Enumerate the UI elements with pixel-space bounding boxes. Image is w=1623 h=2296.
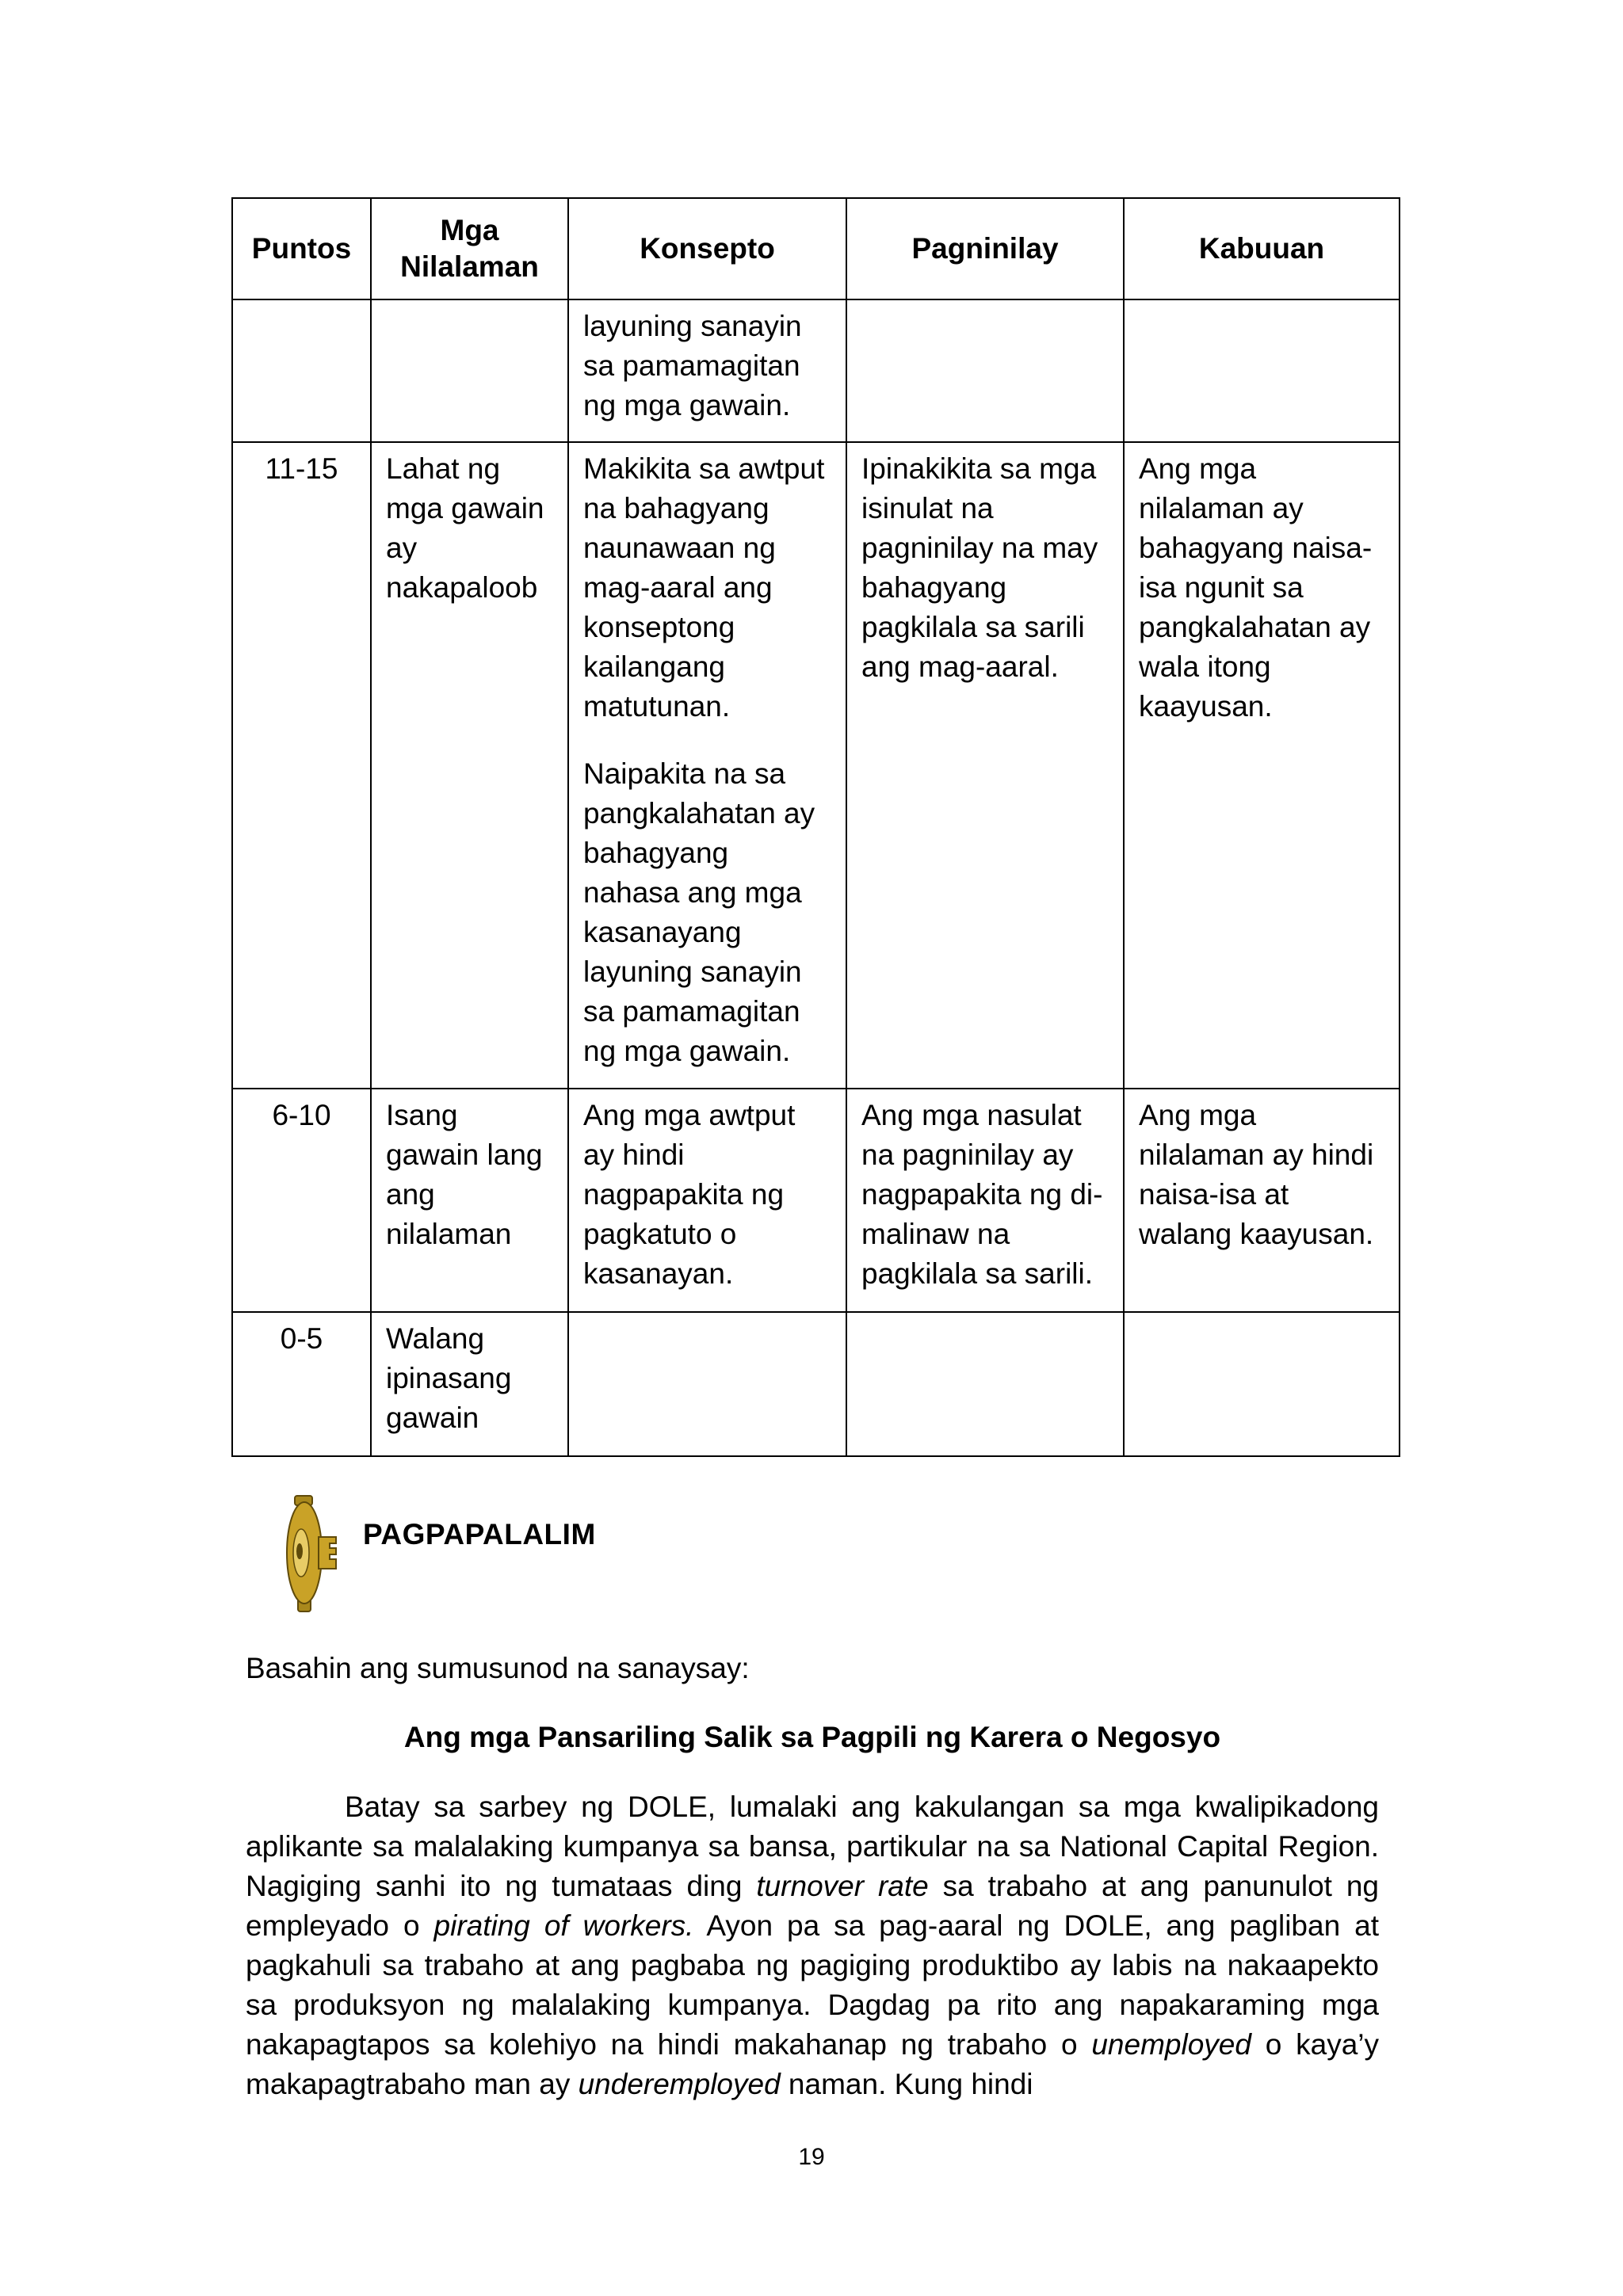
cell-points: 11-15 [232, 442, 371, 1089]
paragraph-italic-term: unemployed [1091, 2028, 1251, 2061]
cell-total: Ang mga nilalaman ay bahagyang naisa-isa ngunit sa pangkalahatan ay wala itong kaayusan. [1124, 442, 1400, 1089]
key-icon [279, 1491, 346, 1615]
cell-points: 6-10 [232, 1089, 371, 1312]
body-paragraph [246, 1787, 1379, 2104]
cell-concept-text: Makikita sa awtput na bahagyang naunawaan ng mag-aaral ang konseptong kailangang matutunan. [583, 452, 825, 723]
cell-reflection [846, 299, 1124, 442]
table-header-row [232, 198, 1400, 299]
paragraph-italic-term: underemployed [578, 2068, 781, 2100]
paragraph-text: naman. Kung hindi [780, 2068, 1033, 2100]
cell-points: 0-5 [232, 1312, 371, 1456]
cell-concept-text: Ang mga awtput ay hindi nagpapakita ng pagkatuto o kasanayan. [583, 1099, 796, 1290]
cell-concept-text: Naipakita na sa pangkalahatan ay bahagyang nahasa ang mga kasanayang layuning sanayin sa pamamagitan ng mga gawain. [583, 757, 815, 1067]
paragraph-text: o kaya’y makapagtrabaho man ay [246, 2028, 1379, 2100]
cell-reflection: Ipinakikita sa mga isinulat na pagninilay na may bahagyang pagkilala sa sarili ang mag-aaral. [846, 442, 1124, 1089]
cell-total: Ang mga nilalaman ay hindi naisa-isa at walang kaayusan. [1124, 1089, 1400, 1312]
intro-text: Basahin ang sumusunod na sanaysay: [246, 1652, 750, 1684]
cell-total [1124, 299, 1400, 442]
rubric-table [231, 197, 1400, 1457]
cell-concept-text: layuning sanayin sa pamamagitan ng mga gawain. [583, 310, 802, 421]
cell-content: Isang gawain lang ang nilalaman [371, 1089, 568, 1312]
table-row [232, 1312, 1400, 1456]
paragraph-text: sa trabaho at ang panunulot ng empleyado o [246, 1870, 1379, 1942]
header-konsepto: Konsepto [568, 198, 846, 299]
essay-title: Ang mga Pansariling Salik sa Pagpili ng Karera o Negosyo [403, 1721, 1221, 1753]
header-puntos: Puntos [232, 198, 371, 299]
cell-reflection: Ang mga nasulat na pagninilay ay nagpapakita ng di-malinaw na pagkilala sa sarili. [846, 1089, 1124, 1312]
cell-content: Walang ipinasang gawain [371, 1312, 568, 1456]
header-mga-nilalaman: Mga Nilalaman [371, 198, 568, 299]
table-row [232, 1089, 1400, 1312]
paragraph-text: Batay sa sarbey ng DOLE, lumalaki ang kakulangan sa mga kwalipikadong aplikante sa malalaking kumpanya sa bansa, partikular na sa National Capital Region. Nagiging sanhi ito ng tumataas ding [246, 1791, 1379, 1902]
cell-concept [568, 299, 846, 442]
paragraph-italic-term: turnover rate [756, 1870, 929, 1902]
cell-concept [568, 1089, 846, 1312]
header-pagninilay: Pagninilay [846, 198, 1124, 299]
cell-concept [568, 1312, 846, 1456]
page-number: 19 [798, 2144, 825, 2170]
header-kabuuan: Kabuuan [1124, 198, 1400, 299]
table-row [232, 299, 1400, 442]
cell-content [371, 299, 568, 442]
paragraph-text: Ayon pa sa pag-aaral ng DOLE, ang pagliban at pagkahuli sa trabaho at ang pagbaba ng pagiging produktibo ay labis na nakaapekto sa produksyon ng malalaking kumpanya. Dagdag pa rito ang napakaraming mga nakapagtapos sa kolehiyo na hindi makahanap ng trabaho o [246, 1909, 1379, 2061]
cell-total [1124, 1312, 1400, 1456]
cell-content: Lahat ng mga gawain ay nakapaloob [371, 442, 568, 1089]
cell-reflection [846, 1312, 1124, 1456]
table-row [232, 442, 1400, 1089]
section-title: PAGPAPALALIM [363, 1518, 596, 1550]
cell-concept [568, 442, 846, 1089]
cell-points [232, 299, 371, 442]
paragraph-italic-term: pirating of workers. [433, 1909, 694, 1942]
